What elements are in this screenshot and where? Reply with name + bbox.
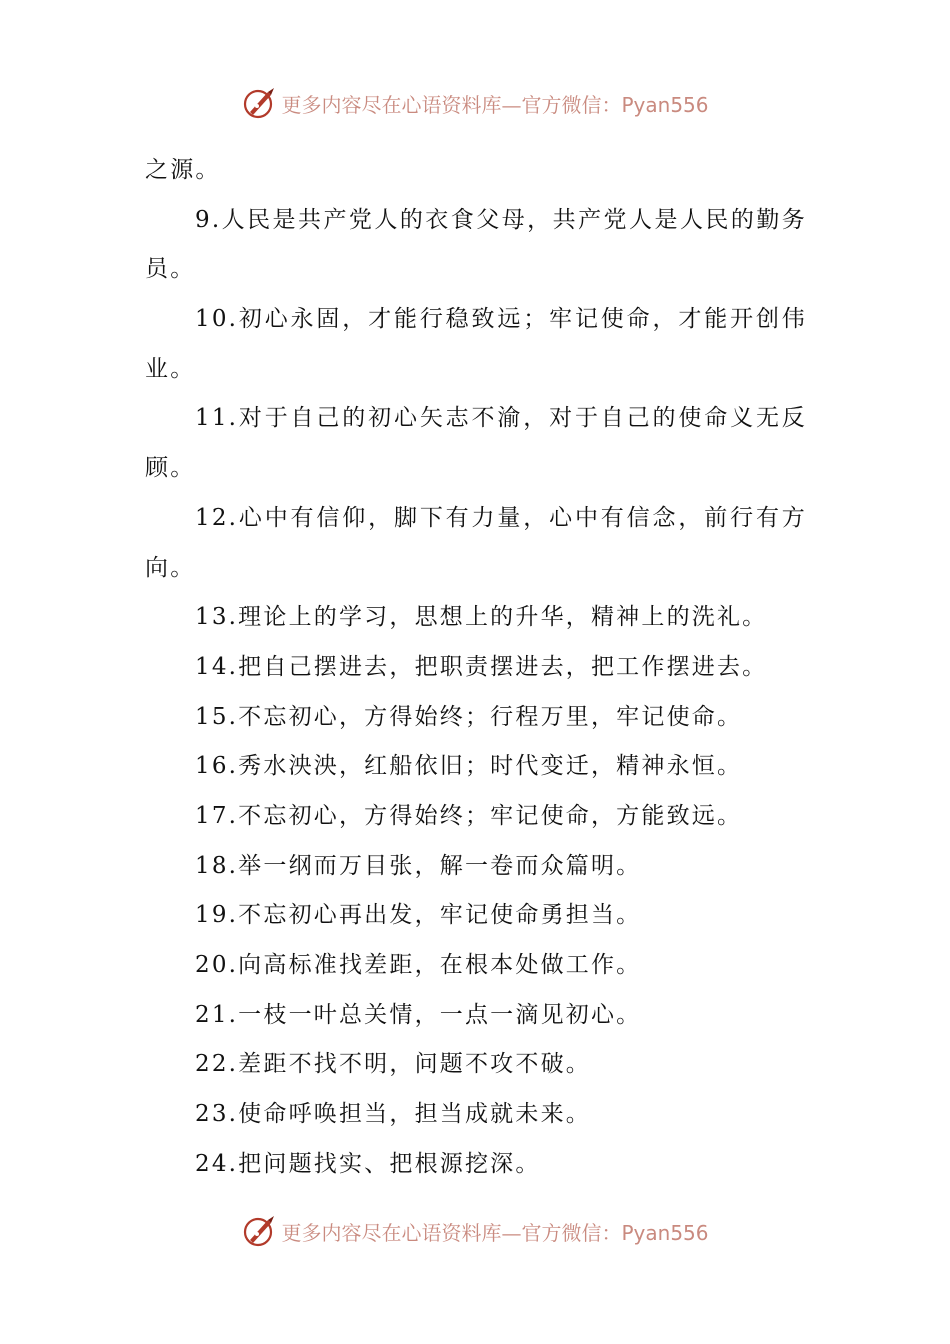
text-line: 10.初心永固，才能行稳致远；牢记使命，才能开创伟 xyxy=(195,306,807,333)
header-watermark-label: 更多内容尽在心语资料库—官方微信： xyxy=(281,92,622,117)
footer-watermark-inner xyxy=(241,1213,708,1249)
text-line: 业。 xyxy=(145,355,196,382)
text-line: 23.使命呼唤担当，担当成就未来。 xyxy=(195,1101,591,1128)
text-line: 员。 xyxy=(145,256,196,283)
text-line: 17.不忘初心，方得始终；牢记使命，方能致远。 xyxy=(195,802,743,829)
text-line: 19.不忘初心再出发，牢记使命勇担当。 xyxy=(195,902,642,929)
text-line: 9.人民是共产党人的衣食父母，共产党人是人民的勤务 xyxy=(195,206,807,233)
header-watermark-text xyxy=(281,89,708,118)
footer-watermark-label: 更多内容尽在心语资料库—官方微信： xyxy=(281,1220,622,1245)
text-line: 13.理论上的学习，思想上的升华，精神上的洗礼。 xyxy=(195,604,768,631)
text-line: 22.差距不找不明，问题不攻不破。 xyxy=(195,1051,591,1078)
text-line: 12.心中有信仰，脚下有力量，心中有信念，前行有方 xyxy=(195,504,807,531)
text-line: 顾。 xyxy=(145,455,196,482)
document-body xyxy=(145,146,807,1189)
text-line: 20.向高标准找差距，在根本处做工作。 xyxy=(195,952,642,978)
footer-watermark-text xyxy=(281,1217,708,1246)
text-line: 21.一枝一叶总关情，一点一滴见初心。 xyxy=(195,1001,642,1028)
header-watermark-wechat: Pyan556 xyxy=(621,92,709,117)
pen-nib-seal-icon xyxy=(241,1213,277,1249)
text-line: 11.对于自己的初心矢志不渝，对于自己的使命义无反 xyxy=(195,405,807,432)
footer-watermark-wechat: Pyan556 xyxy=(621,1220,709,1245)
text-line: 15.不忘初心，方得始终；行程万里，牢记使命。 xyxy=(195,703,743,730)
footer-watermark xyxy=(0,1206,950,1256)
pen-nib-seal-icon xyxy=(241,85,277,121)
text-line: 14.把自己摆进去，把职责摆进去，把工作摆进去。 xyxy=(195,653,768,680)
header-watermark xyxy=(0,78,950,128)
text-line: 18.举一纲而万目张，解一卷而众篇明。 xyxy=(195,852,642,879)
text-line: 向。 xyxy=(145,554,196,581)
text-line: 16.秀水泱泱，红船依旧；时代变迁，精神永恒。 xyxy=(195,753,743,780)
text-line: 之源。 xyxy=(145,157,221,183)
text-line: 24.把问题找实、把根源挖深。 xyxy=(195,1150,541,1177)
header-watermark-inner xyxy=(241,85,708,121)
